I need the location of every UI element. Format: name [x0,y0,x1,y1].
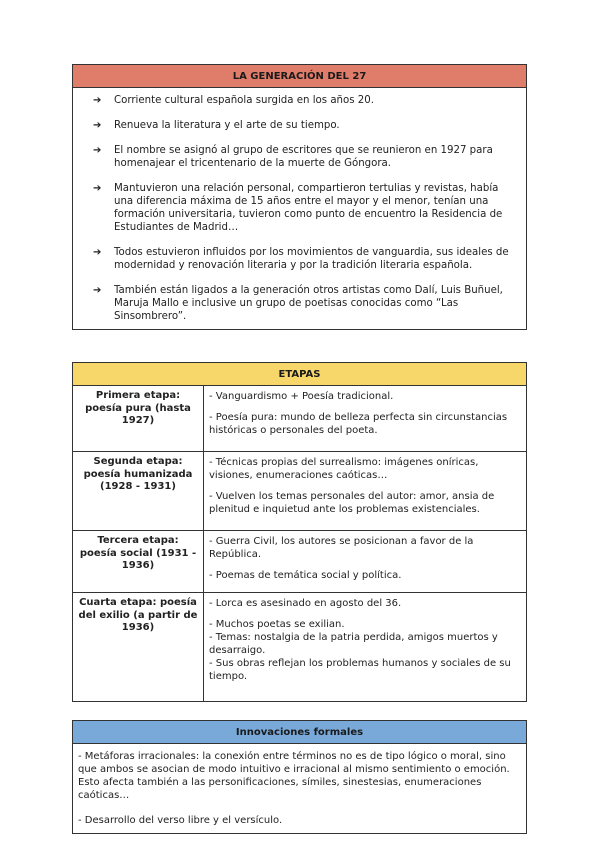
section-title-etapas: ETAPAS [73,363,526,385]
list-item: ➔ Mantuvieron una relación personal, compartieron tertulias y revistas, había una diferencia máxima de 15 años entre el mayor y el menor, tenían una formación universitaria, tuvieron como punto de encuentro la Residencia de Estudiantes de Madrid… [93,183,503,233]
stage-description: - Lorca es asesinado en agosto del 36. - Muchos poetas se exilian. - Temas: nostalgia de la patria perdida, amigos muertos y desarraigo. - Sus obras reflejan los problemas humanos y sociales de su tiempo. [204,593,527,701]
etapas-table [73,385,526,701]
stage-name: Tercera etapa: poesía social (1931 - 1936) [73,531,204,593]
stage-description: - Técnicas propias del surrealismo: imágenes oníricas, visiones, enumeraciones caóticas… - Vuelven los temas personales del autor: amor, ansia de plenitud e inquietud ante los problemas existenciales. [204,452,527,531]
list-item: ➔ Corriente cultural española surgida en los años 20. [93,95,374,106]
table-row [73,531,526,593]
list-item: ➔ Todos estuvieron influidos por los movimientos de vanguardia, sus ideales de modernidad y renovación literaria y por la tradición literaria española. [93,247,509,271]
stage-name: Primera etapa: poesía pura (hasta 1927) [73,386,204,452]
section-title-innovaciones: Innovaciones formales [73,721,526,744]
arrow-right-icon: ➔ [93,95,102,106]
table-row [73,386,526,452]
stage-name: Segunda etapa: poesía humanizada (1928 - 1931) [73,452,204,531]
list-item: ➔ También están ligados a la generación otros artistas como Dalí, Luis Buñuel, Maruja Mallo e inclusive un grupo de poetisas conocidas como “Las Sinsombrero”. [93,285,503,322]
stage-description: - Vanguardismo + Poesía tradicional. - Poesía pura: mundo de belleza perfecta sin circunstancias históricas o personales del poeta. [204,386,527,452]
innovaciones-content: - Metáforas irracionales: la conexión entre términos no es de tipo lógico o moral, sino que ambos se asocian de modo intuitivo e irracional al mismo sentimiento o emoción. Esto afecta también a las personificaciones, símiles, sinestesias, enumeraciones caóticas… - Desarrollo del verso libre y el versículo. [78,751,510,826]
generacion-27-box [72,64,527,330]
generacion-list [73,88,526,329]
arrow-right-icon: ➔ [93,183,102,194]
table-row [73,452,526,531]
arrow-right-icon: ➔ [93,145,102,156]
list-item: ➔ El nombre se asignó al grupo de escritores que se reunieron en 1927 para homenajear el tricentenario de la muerte de Góngora. [93,145,493,169]
stage-name: Cuarta etapa: poesía del exilio (a partir de 1936) [73,593,204,701]
arrow-right-icon: ➔ [93,247,102,258]
etapas-box [72,362,527,702]
section-title-generacion: LA GENERACIÓN DEL 27 [73,65,526,88]
stage-description: - Guerra Civil, los autores se posicionan a favor de la República. - Poemas de temática social y política. [204,531,527,593]
list-item: ➔ Renueva la literatura y el arte de su tiempo. [93,120,340,131]
arrow-right-icon: ➔ [93,120,102,131]
table-row [73,593,526,701]
innovaciones-box [72,720,527,834]
arrow-right-icon: ➔ [93,285,102,296]
